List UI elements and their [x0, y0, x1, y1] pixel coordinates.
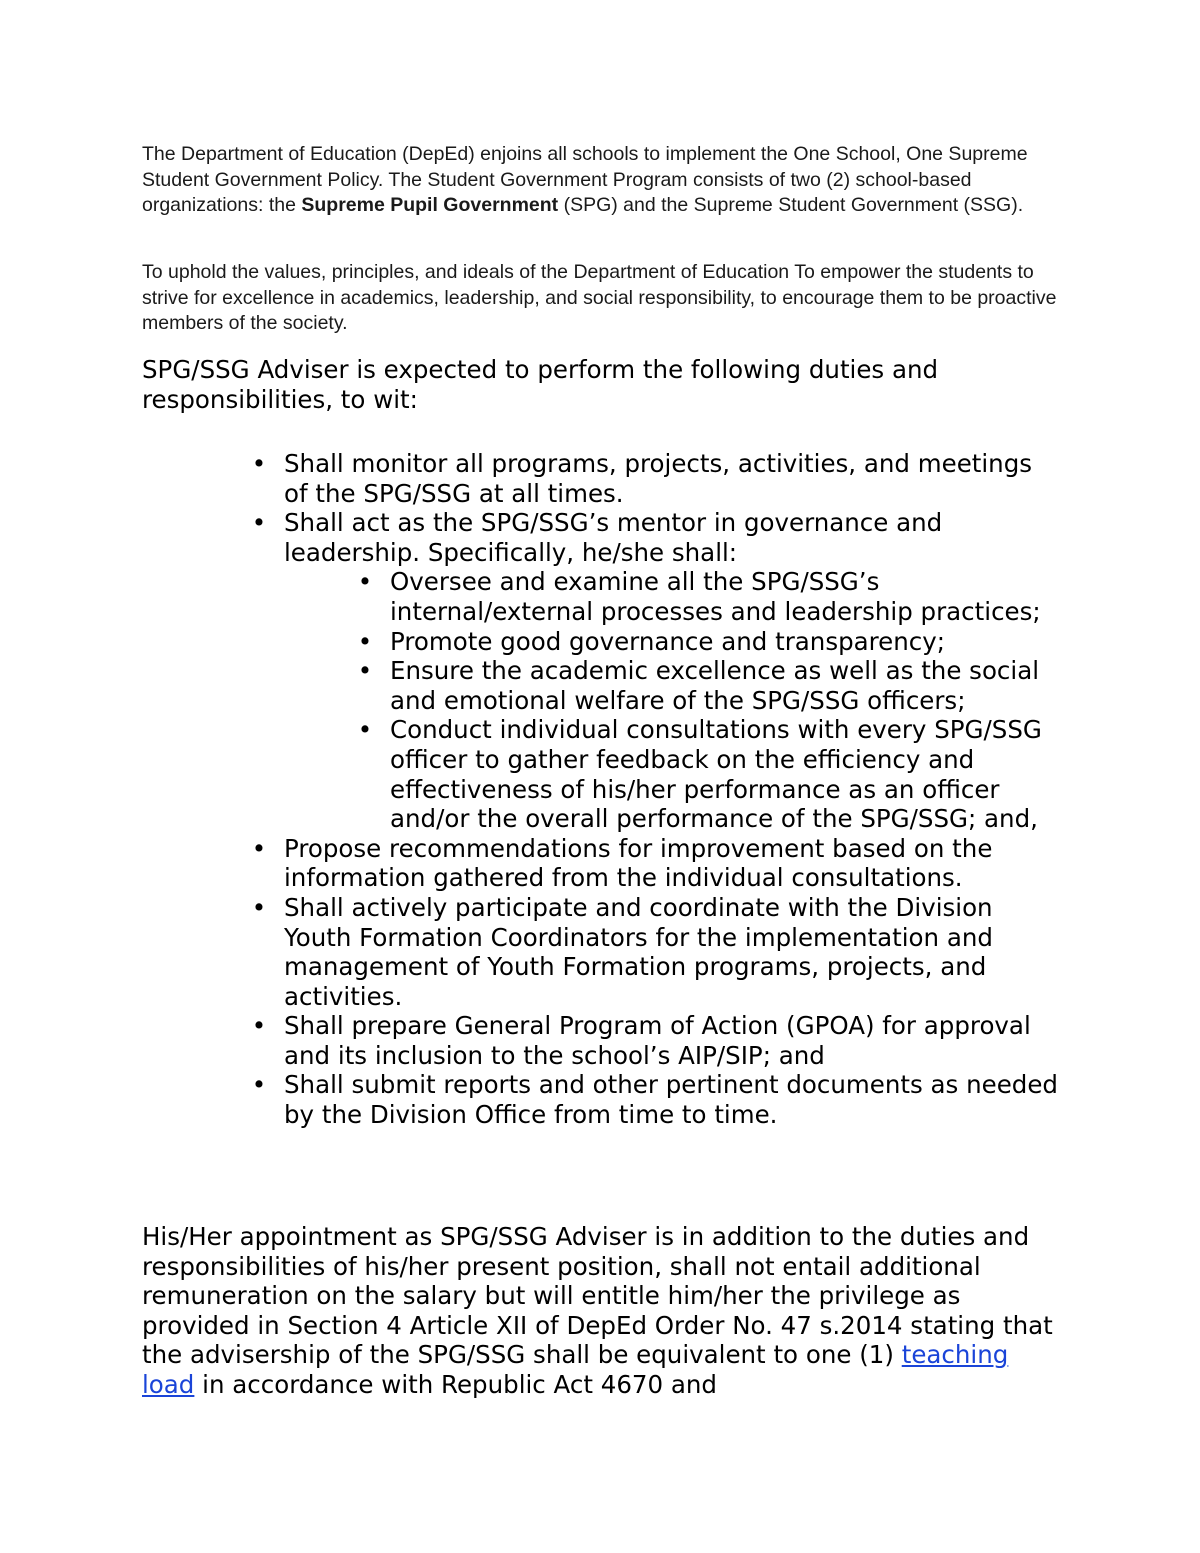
sub-duty-text: Conduct individual consultations with every SPG/SSG officer to gather feedback on the efficiency and effectiveness of his/her performance as an officer and/or the overall performance of the SPG/SSG; and,: [390, 715, 1042, 834]
sub-duty-item: [284, 715, 1062, 833]
duty-item: [142, 1070, 1062, 1129]
duty-text: Shall act as the SPG/SSG’s mentor in governance and leadership. Specifically, he/she shall:: [284, 508, 943, 567]
sub-duty-text: Promote good governance and transparency;: [390, 626, 946, 656]
closing-paragraph: [142, 1222, 1062, 1400]
bullet-icon: •: [251, 892, 267, 922]
sub-duty-item: [284, 567, 1062, 626]
bullet-icon: •: [251, 833, 267, 863]
bullet-icon: •: [357, 567, 373, 597]
closing-text-before: His/Her appointment as SPG/SSG Adviser is in addition to the duties and responsibilities of his/her present position, shall not entail additional remuneration on the salary but will entitle him/her the privilege as provided in Section 4 Article XII of DepEd Order No. 47 s.2014 stating that the advisership of the SPG/SSG shall be equivalent to one (1): [142, 1222, 1053, 1370]
duty-item: [142, 834, 1062, 893]
bullet-icon: •: [251, 449, 267, 478]
closing-text-after: in accordance with Republic Act 4670 and: [194, 1369, 717, 1399]
duty-text: Propose recommendations for improvement based on the information gathered from the individual consultations.: [284, 833, 993, 893]
bullet-icon: •: [357, 715, 373, 745]
intro-text-end: (SPG) and the Supreme Student Government (SSG).: [558, 194, 1024, 216]
duty-text: Shall monitor all programs, projects, activities, and meetings of the SPG/SSG at all times.: [284, 449, 1033, 508]
mentor-sublist: [284, 567, 1062, 833]
sub-duty-text: Oversee and examine all the SPG/SSG’s internal/external processes and leadership practices;: [390, 567, 1041, 626]
intro-paragraph-1: [142, 142, 1062, 219]
sub-duty-item: [284, 627, 1062, 657]
duties-heading: SPG/SSG Adviser is expected to perform the following duties and responsibilities, to wit:: [142, 355, 939, 414]
spg-bold-term: Supreme Pupil Government: [301, 194, 559, 216]
duty-item: [142, 893, 1062, 1011]
bullet-icon: •: [357, 626, 373, 656]
duty-item: [142, 449, 1062, 508]
sub-duty-text: Ensure the academic excellence as well as the social and emotional welfare of the SPG/SSG officers;: [390, 656, 1040, 715]
sub-duty-item: [284, 656, 1062, 715]
duty-item: [142, 1011, 1062, 1070]
duty-item: [142, 508, 1062, 834]
intro-text-start: The Department of Education (DepEd) enjoins all schools to implement the One School, One Supreme Student Government Policy. The Student Government Program consists of two (2) school-based organizations: the: [142, 143, 1028, 216]
bullet-icon: •: [251, 508, 267, 538]
duties-list: [142, 449, 1062, 1130]
teaching-load-link[interactable]: teaching load: [142, 1340, 1009, 1399]
duty-text: Shall actively participate and coordinate with the Division Youth Formation Coordinators for the implementation and management of Youth Formation programs, projects, and activities.: [284, 892, 993, 1011]
intro-paragraph-2: To uphold the values, principles, and ideals of the Department of Education To empower the students to strive for excellence in academics, leadership, and social responsibility, to encourage them to be proactive members of the society.: [142, 261, 1057, 334]
duty-text: Shall submit reports and other pertinent documents as needed by the Division Office from time to time.: [284, 1070, 1058, 1130]
bullet-icon: •: [251, 1011, 267, 1041]
duty-text: Shall prepare General Program of Action (GPOA) for approval and its inclusion to the school’s AIP/SIP; and: [284, 1011, 1031, 1070]
bullet-icon: •: [251, 1070, 267, 1100]
bullet-icon: •: [357, 656, 373, 686]
